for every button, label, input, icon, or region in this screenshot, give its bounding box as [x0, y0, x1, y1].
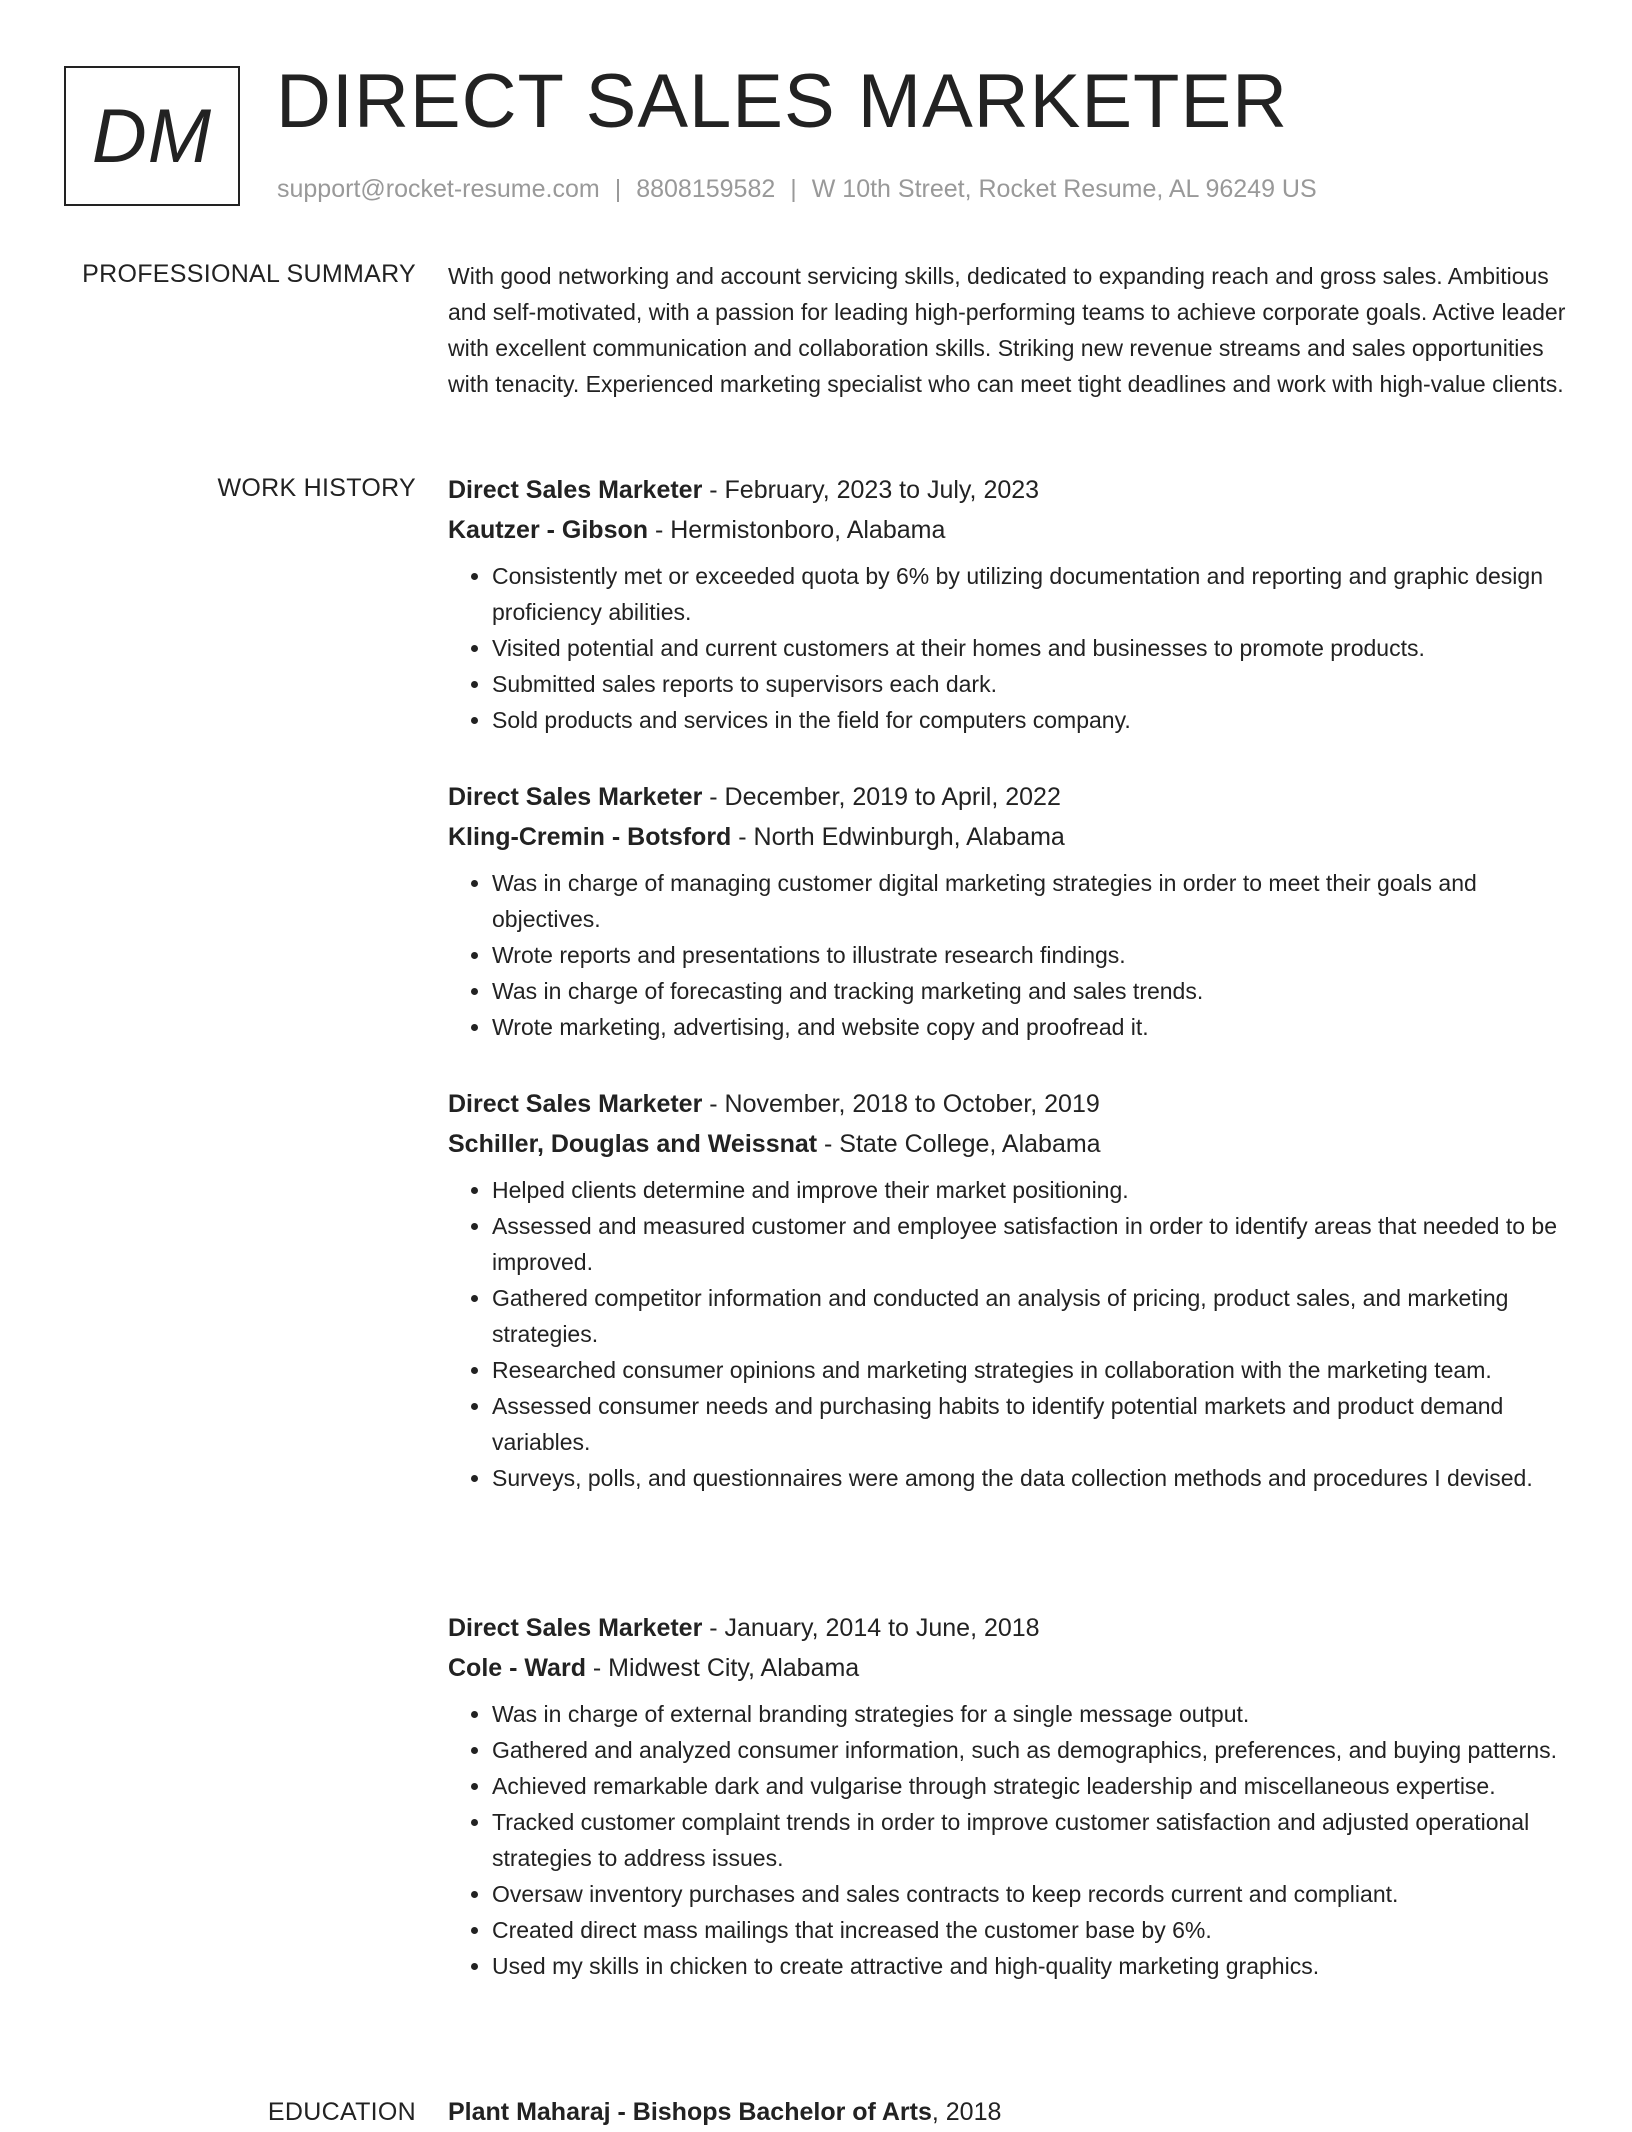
job-bullets: [448, 865, 1568, 1045]
job-company: Kling-Cremin - Botsford: [448, 823, 732, 851]
section-label-education: EDUCATION: [267, 2098, 416, 2126]
monogram-box: [64, 66, 240, 206]
job-bullets: [448, 1696, 1568, 1984]
education-entry: [448, 2092, 1568, 2132]
job-bullets: [448, 1172, 1568, 1496]
job-entry: [448, 470, 1568, 738]
job-title: Direct Sales Marketer: [448, 476, 703, 504]
job-dates: - January, 2014 to June, 2018: [702, 1614, 1040, 1642]
job-company-line: [448, 1124, 1568, 1164]
job-company-line: [448, 1648, 1568, 1688]
contact-phone: 8808159582: [636, 175, 776, 203]
education-year: , 2018: [931, 2098, 1002, 2126]
education-line: [448, 2092, 1568, 2132]
job-company-line: [448, 817, 1568, 857]
job-bullet: • Gathered and analyzed consumer information, such as demographics, preferences, and buying patterns.: [492, 1732, 1568, 1768]
job-bullet: • Used my skills in chicken to create attractive and high-quality marketing graphics.: [492, 1948, 1568, 1984]
job-company: Kautzer - Gibson: [448, 516, 649, 544]
summary-section: [448, 258, 1568, 402]
job-bullet: • Was in charge of managing customer digital marketing strategies in order to meet their goals and objectives.: [492, 865, 1568, 937]
job-entry: [448, 1084, 1568, 1496]
job-bullet: • Achieved remarkable dark and vulgarise through strategic leadership and miscellaneous expertise.: [492, 1768, 1568, 1804]
job-title-line: [448, 470, 1568, 510]
contact-separator: |: [790, 175, 797, 203]
job-bullet: • Oversaw inventory purchases and sales contracts to keep records current and compliant.: [492, 1876, 1568, 1912]
job-company: Schiller, Douglas and Weissnat: [448, 1130, 818, 1158]
job-title: Direct Sales Marketer: [448, 1090, 703, 1118]
section-label-work-history: WORK HISTORY: [217, 474, 416, 502]
job-location: - North Edwinburgh, Alabama: [731, 823, 1065, 851]
job-title-line: [448, 1608, 1568, 1648]
job-bullet: • Wrote marketing, advertising, and website copy and proofread it.: [492, 1009, 1568, 1045]
job-title-line: [448, 1084, 1568, 1124]
contact-email: support@rocket-resume.com: [277, 175, 600, 203]
job-bullet: • Gathered competitor information and conducted an analysis of pricing, product sales, and marketing strategies.: [492, 1280, 1568, 1352]
job-bullet: • Researched consumer opinions and marketing strategies in collaboration with the marketing team.: [492, 1352, 1568, 1388]
job-bullet: • Submitted sales reports to supervisors each dark.: [492, 666, 1568, 702]
contact-separator: |: [614, 175, 622, 203]
job-bullet: • Assessed consumer needs and purchasing habits to identify potential markets and product demand variables.: [492, 1388, 1568, 1460]
job-dates: - February, 2023 to July, 2023: [702, 476, 1040, 504]
job-entry: [448, 1608, 1568, 1984]
summary-text: With good networking and account servicing skills, dedicated to expanding reach and gross sales. Ambitious and self-motivated, with a passion for leading high-performing teams to achieve corporate goals. Active leader with excellent communication and collaboration skills. Striking new revenue streams and sales opportunities with tenacity. Experienced marketing specialist who can meet tight deadlines and work with high-value clients.: [448, 263, 1566, 397]
job-bullets: [448, 558, 1568, 738]
job-bullet: • Was in charge of external branding strategies for a single message output.: [492, 1696, 1568, 1732]
monogram-initials: DM: [91, 93, 213, 179]
contact-address: W 10th Street, Rocket Resume, AL 96249 US: [811, 175, 1317, 203]
job-bullet: • Created direct mass mailings that increased the customer base by 6%.: [492, 1912, 1568, 1948]
job-entry: [448, 777, 1568, 1045]
job-bullet: • Consistently met or exceeded quota by 6% by utilizing documentation and reporting and graphic design proficiency abilities.: [492, 558, 1568, 630]
section-label-summary: PROFESSIONAL SUMMARY: [82, 260, 416, 288]
job-title: Direct Sales Marketer: [448, 783, 703, 811]
education-degree: Plant Maharaj - Bishops Bachelor of Arts: [448, 2098, 932, 2126]
job-location: - State College, Alabama: [817, 1130, 1101, 1158]
job-location: - Midwest City, Alabama: [585, 1654, 860, 1682]
job-dates: - December, 2019 to April, 2022: [702, 783, 1061, 811]
job-bullet: • Sold products and services in the field for computers company.: [492, 702, 1568, 738]
contact-line: [277, 175, 1317, 204]
job-location: - Hermistonboro, Alabama: [648, 516, 946, 544]
job-bullet: • Tracked customer complaint trends in order to improve customer satisfaction and adjusted operational strategies to address issues.: [492, 1804, 1568, 1876]
job-bullet: • Wrote reports and presentations to illustrate research findings.: [492, 937, 1568, 973]
job-bullet: • Assessed and measured customer and employee satisfaction in order to identify areas that needed to be improved.: [492, 1208, 1568, 1280]
job-bullet: • Helped clients determine and improve their market positioning.: [492, 1172, 1568, 1208]
job-bullet: • Visited potential and current customers at their homes and businesses to promote products.: [492, 630, 1568, 666]
job-dates: - November, 2018 to October, 2019: [702, 1090, 1100, 1118]
resume-name-title: DIRECT SALES MARKETER: [276, 59, 1289, 144]
job-company-line: [448, 510, 1568, 550]
job-title: Direct Sales Marketer: [448, 1614, 703, 1642]
job-bullet: • Was in charge of forecasting and tracking marketing and sales trends.: [492, 973, 1568, 1009]
job-company: Cole - Ward: [448, 1654, 586, 1682]
job-bullet: • Surveys, polls, and questionnaires were among the data collection methods and procedures I devised.: [492, 1460, 1568, 1496]
job-title-line: [448, 777, 1568, 817]
